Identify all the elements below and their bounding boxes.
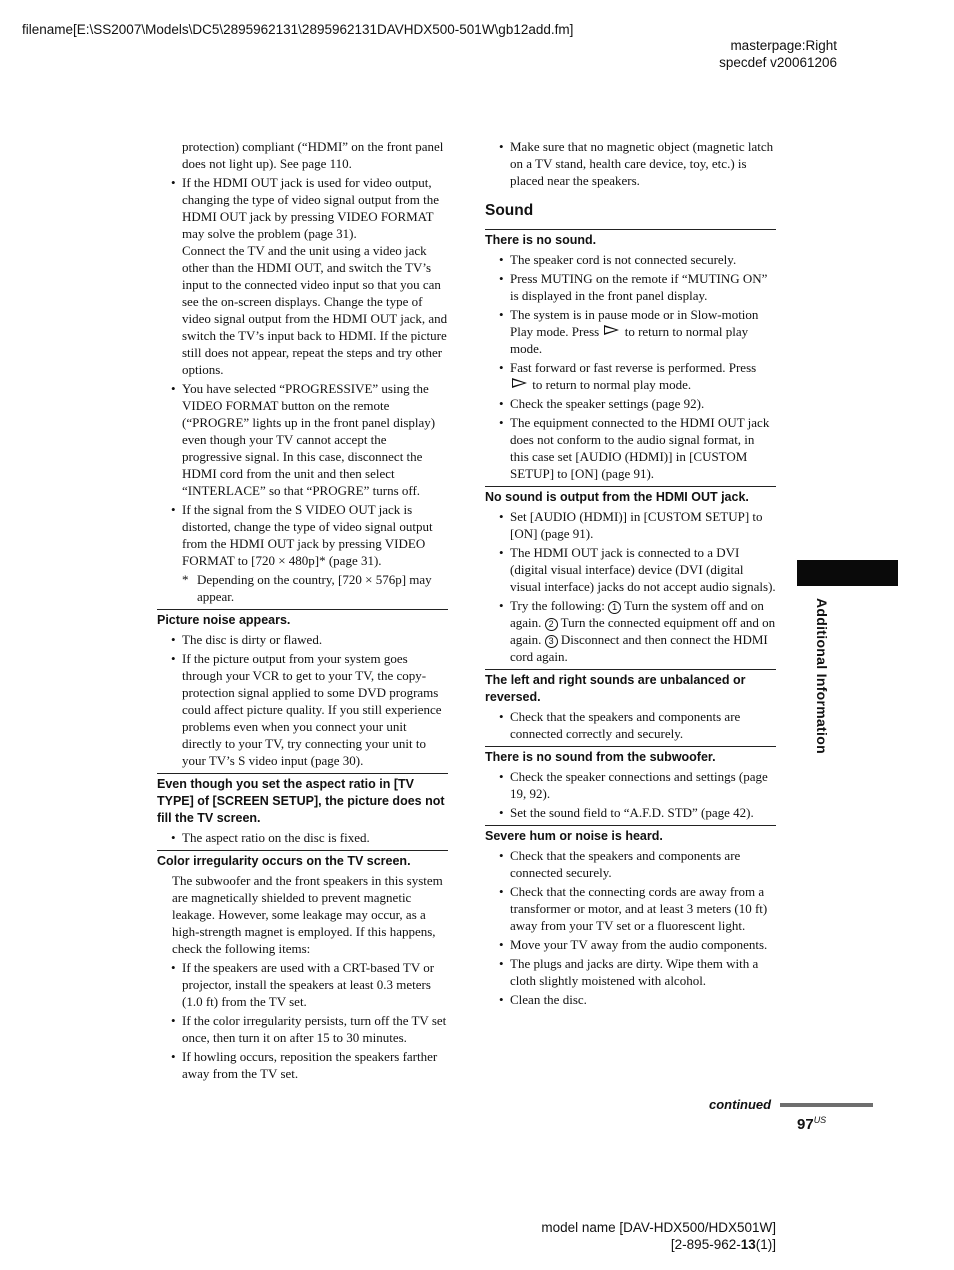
list-item: • If the signal from the S VIDEO OUT jack is distorted, change the type of video signal output from the HDMI OUT jack by pressing VIDEO FORMAT to [720 × 480p]* (page 31).: [157, 501, 448, 569]
circled-number-1: 1: [608, 601, 621, 614]
header-specdef: specdef v20061206: [719, 55, 837, 70]
list-item: [157, 174, 448, 378]
section-picture-noise: [157, 609, 448, 769]
footer-code-bold: 13: [740, 1237, 756, 1252]
side-tab-label: Additional Information: [814, 598, 830, 754]
circled-number-3: 3: [545, 635, 558, 648]
list-item: • Clean the disc.: [485, 991, 776, 1008]
list-item-text: to return to normal play mode.: [510, 324, 749, 356]
header-masterpage: masterpage:Right: [730, 38, 837, 53]
list-item-text: to return to normal play mode.: [532, 377, 692, 392]
section-title-sound: Sound: [485, 202, 534, 219]
list-item: • Set the sound field to “A.F.D. STD” (page 42).: [485, 804, 776, 821]
list-item: • If the speakers are used with a CRT-based TV or projector, install the speakers at least 0.3 meters (1.0 ft) from the TV set.: [157, 959, 448, 1010]
list-item-text: Disconnect and then connect the HDMI cord again.: [510, 632, 768, 664]
list-item: • Move your TV away from the audio components.: [485, 936, 776, 953]
list-item: • Check that the speakers and components are connected securely.: [485, 847, 776, 881]
section-color-irregularity: [157, 850, 448, 1082]
list-item-text: Fast forward or fast reverse is performed. Press: [510, 360, 757, 375]
left-column: [157, 138, 448, 1084]
section-unbalanced: [485, 669, 776, 742]
play-icon: [512, 378, 527, 388]
list-item: • If howling occurs, reposition the speakers farther away from the TV set.: [157, 1048, 448, 1082]
section-heading: Severe hum or noise is heard.: [485, 829, 663, 843]
list-item: [485, 306, 776, 357]
list-item-text: Turn the system off and on again.: [510, 598, 764, 630]
list-item-text: Try the following:: [510, 598, 605, 613]
footer-model-block: [541, 1219, 776, 1253]
section-heading: There is no sound from the subwoofer.: [485, 750, 716, 764]
list-item: • If the color irregularity persists, turn off the TV set once, then turn it on after 15 to 30 minutes.: [157, 1012, 448, 1046]
section-intro: The subwoofer and the front speakers in this system are magnetically shielded to prevent magnetic leakage. However, some leakage may occur, as a high-strength magnet is employed. If this happens, check the following items:: [172, 873, 443, 956]
list-item: • If the picture output from your system goes through your VCR to get to your TV, the copy-protection signal applied to some DVD programs could affect picture quality. If you still experience problems even when you connect your unit directly to your TV, try connecting your unit to your TV’s S video input (page 30).: [157, 650, 448, 769]
page-number-suffix: US: [813, 1115, 827, 1125]
footer-model-name: model name [DAV-HDX500/HDX501W]: [541, 1220, 776, 1235]
list-item-text: The system is in pause mode or in Slow-motion Play mode. Press: [510, 307, 759, 339]
list-item: • The HDMI OUT jack is connected to a DVI (digital visual interface) device (DVI (digital visual interface) jacks do not accept audio signals).: [485, 544, 776, 595]
list-item: • Check that the speakers and components are connected correctly and securely.: [485, 708, 776, 742]
section-heading: There is no sound.: [485, 233, 597, 247]
list-item: • You have selected “PROGRESSIVE” using the VIDEO FORMAT button on the remote (“PROGRE” lights up in the front panel display) even though your TV cannot accept the progressive signal. In this case, disconnect the HDMI cord from the unit and then select “INTERLACE” so that “PROGRE” turns off.: [157, 380, 448, 499]
side-tab-marker: [797, 560, 898, 586]
header-masterpage-block: [719, 37, 837, 71]
list-item: • The equipment connected to the HDMI OUT jack does not conform to the audio signal format, in this case set [AUDIO (HDMI)] in [CUSTOM SETUP] to [ON] (page 91).: [485, 414, 776, 482]
section-aspect-ratio: [157, 773, 448, 846]
list-item: • Press MUTING on the remote if “MUTING ON” is displayed in the front panel display.: [485, 270, 776, 304]
header-filename: filename[E:\SS2007\Models\DC5\2895962131\2895962131DAVHDX500-501W\gb12add.fm]: [22, 22, 574, 37]
list-item: • The disc is dirty or flawed.: [157, 631, 448, 648]
section-heading: The left and right sounds are unbalanced or reversed.: [485, 673, 746, 704]
footer-model-code: [541, 1236, 776, 1253]
continued-label: continued: [709, 1097, 772, 1112]
list-item: • The aspect ratio on the disc is fixed.: [157, 829, 448, 846]
play-icon: [604, 325, 619, 335]
list-item: • Make sure that no magnetic object (magnetic latch on a TV stand, health care device, toy, etc.) is placed near the speakers.: [485, 138, 776, 189]
section-no-subwoofer: [485, 746, 776, 821]
section-heading: Color irregularity occurs on the TV screen.: [157, 854, 411, 868]
list-item: • Set [AUDIO (HDMI)] in [CUSTOM SETUP] to [ON] (page 91).: [485, 508, 776, 542]
section-heading: Picture noise appears.: [157, 613, 291, 627]
footer-code-suffix: (1)]: [755, 1237, 776, 1252]
section-heading: No sound is output from the HDMI OUT jack.: [485, 490, 749, 504]
section-no-hdmi-sound: [485, 486, 776, 665]
footnote: * Depending on the country, [720 × 576p] may appear.: [157, 571, 448, 605]
section-no-sound: [485, 229, 776, 482]
list-item: • The speaker cord is not connected securely.: [485, 251, 776, 268]
section-heading: Even though you set the aspect ratio in [TV TYPE] of [SCREEN SETUP], the picture does not fill the TV screen.: [157, 777, 445, 825]
list-item-extra: Connect the TV and the unit using a video jack other than the HDMI OUT, and switch the TV’s input to the connected video input so that you can see the on-screen displays. Change the type of video signal output from the HDMI OUT jack, and switch the TV’s input back to HDMI. If the picture still does not appear, repeat the steps and try other options.: [182, 243, 448, 377]
continued-bar: [780, 1103, 873, 1107]
list-item: [485, 359, 776, 393]
page-number-value: 97: [797, 1116, 814, 1133]
list-item-text: If the HDMI OUT jack is used for video output, changing the type of video signal output from the HDMI OUT jack by pressing VIDEO FORMAT may solve the problem (page 31).: [182, 175, 440, 241]
page-number: [797, 1115, 826, 1133]
list-item-text: Turn the connected equipment off and on again.: [510, 615, 776, 647]
list-item: • Check the speaker connections and settings (page 19, 92).: [485, 768, 776, 802]
list-item: [485, 597, 776, 665]
list-item: • Check the speaker settings (page 92).: [485, 395, 776, 412]
footer-code-prefix: [2-895-962-: [670, 1237, 741, 1252]
right-column: [485, 138, 776, 1010]
circled-number-2: 2: [545, 618, 558, 631]
section-hum-noise: [485, 825, 776, 1008]
list-item: • Check that the connecting cords are away from a transformer or motor, and at least 3 meters (10 ft) away from your TV set or a fluorescent light.: [485, 883, 776, 934]
list-item: protection) compliant (“HDMI” on the front panel does not light up). See page 110.: [182, 139, 444, 171]
list-item: • The plugs and jacks are dirty. Wipe them with a cloth slightly moistened with alcohol.: [485, 955, 776, 989]
